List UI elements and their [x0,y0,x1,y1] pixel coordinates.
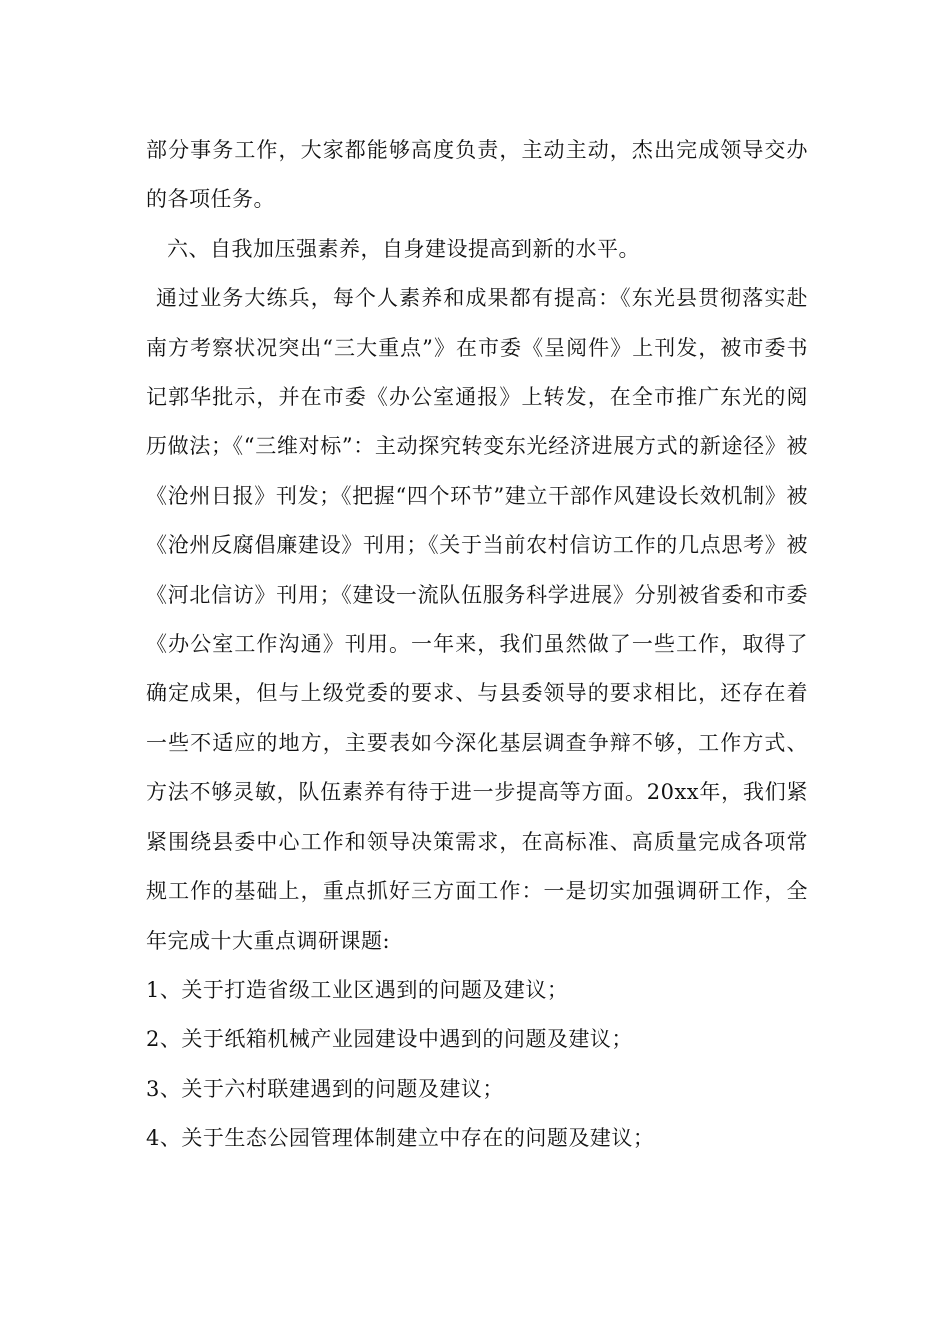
paragraph-continuation: 部分事务工作，大家都能够高度负责，主动主动，杰出完成领导交办的各项任务。 [146,138,808,212]
list-item-3: 3、关于六村联建遇到的问题及建议； [146,1076,504,1101]
paragraph-achievements: 通过业务大练兵，每个人素养和成果都有提高：《东光县贯彻落实赴南方考察状况突出“三大重点”》在市委《呈阅件》上刊发，被市委书记郭华批示，并在市委《办公室通报》上转发，在全市推广东光的阅历做法；《“三维对标”：主动探究转变东光经济进展方式的新途径》被《沧州日报》刊发；《把握“四个环节”建立干部作风建设长效机制》被《沧州反腐倡廉建设》刊用；《关于当前农村信访工作的几点思考》被《河北信访》刊用；《建设一流队伍服务科学进展》分别被省委和市委《办公室工作沟通》刊用。一年来，我们虽然做了一些工作，取得了确定成果，但与上级党委的要求、与县委领导的要求相比，还存在着一些不适应的地方，主要表如今深化基层调查争辩不够，工作方式、方法不够灵敏，队伍素养有待于进一步提高等方面。20xx年，我们紧紧围绕县委中心工作和领导决策需求，在高标准、高质量完成各项常规工作的基础上，重点抓好三方面工作：一是切实加强调研工作，全年完成十大重点调研课题: [146,286,808,953]
list-item-2: 2、关于纸箱机械产业园建设中遇到的问题及建议； [146,1027,633,1052]
list-item-1: 1、关于打造省级工业区遇到的问题及建议； [146,977,569,1002]
section-heading-six: 六、自我加压强素养，自身建设提高到新的水平。 [167,236,640,261]
list-item-4: 4、关于生态公园管理体制建立中存在的问题及建议； [146,1126,655,1151]
document-body [146,126,808,1164]
